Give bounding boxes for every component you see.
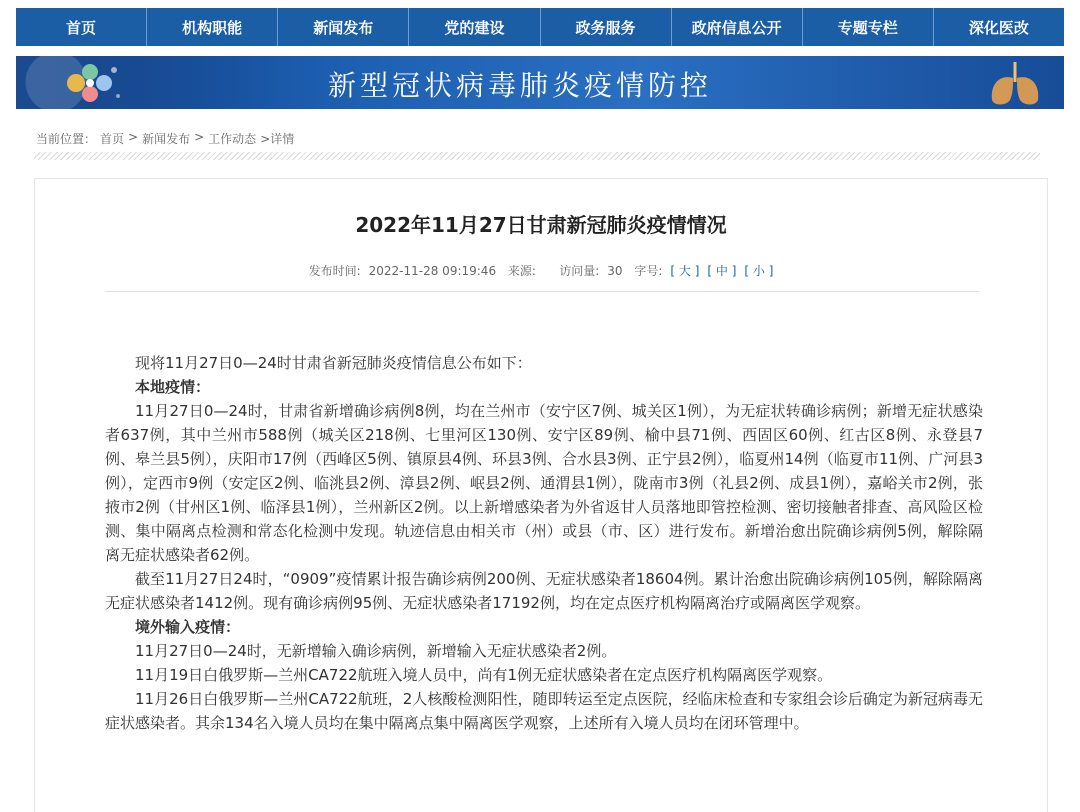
- nav-item-services[interactable]: 政务服务: [541, 8, 672, 46]
- nav-item-party[interactable]: 党的建设: [409, 8, 540, 46]
- publish-label: 发布时间:: [308, 264, 361, 278]
- nav-item-reform[interactable]: 深化医改: [968, 18, 1029, 37]
- font-size-label: 字号:: [634, 264, 663, 278]
- views-label: 访问量:: [559, 264, 600, 278]
- breadcrumb-current: >详情: [260, 132, 295, 146]
- article-paragraph: 11月27日0—24时，无新增输入确诊病例，新增输入无症状感染者2例。: [135, 642, 617, 660]
- article-paragraph: 截至11月27日24时，“0909”疫情累计报告确诊病例200例、无症状感染者18604例。累计治愈出院确诊病例105例，解除隔离无症状感染者1412例。现有确诊病例95例、无症状感染者17192例，均在定点医疗机构隔离治疗或隔离医学观察。: [105, 570, 983, 612]
- breadcrumb-label: 当前位置：: [36, 132, 97, 146]
- virus-icon: [54, 58, 130, 108]
- topic-banner[interactable]: [16, 56, 1064, 109]
- meta-divider: [105, 291, 979, 292]
- breadcrumb-separator: >: [194, 130, 205, 144]
- breadcrumb: [36, 130, 294, 147]
- article-panel: [34, 178, 1048, 812]
- breadcrumb-separator: >: [128, 130, 139, 144]
- font-size-medium-button[interactable]: [ 中 ]: [707, 264, 737, 278]
- breadcrumb-home[interactable]: 首页: [100, 132, 125, 146]
- nav-item-home[interactable]: 首页: [16, 8, 147, 46]
- article-paragraph: 现将11月27日0—24时甘肃省新冠肺炎疫情信息公布如下：: [135, 354, 532, 372]
- article-paragraph: 11月19日白俄罗斯—兰州CA722航班入境人员中，尚有1例无症状感染者在定点医疗机构隔离医学观察。: [135, 666, 833, 684]
- views-count: 30: [607, 264, 623, 278]
- lungs-icon: [980, 56, 1050, 109]
- article-meta: [35, 262, 1047, 279]
- section-heading-imported: 境外输入疫情：: [135, 618, 241, 636]
- nav-item-functions[interactable]: 机构职能: [147, 8, 278, 46]
- source-label: 来源:: [507, 264, 536, 278]
- section-heading-local: 本地疫情：: [135, 378, 211, 396]
- breadcrumb-news[interactable]: 新闻发布: [142, 132, 191, 146]
- font-size-small-button[interactable]: [ 小 ]: [744, 264, 774, 278]
- divider: [34, 152, 1040, 160]
- banner-title: 新型冠状病毒肺炎疫情防控: [328, 69, 713, 102]
- article-paragraph: 11月27日0—24时，甘肃省新增确诊病例8例，均在兰州市（安宁区7例、城关区1例），为无症状转确诊病例；新增无症状感染者637例，其中兰州市588例（城关区218例、七里河区130例、安宁区89例、榆中县71例、西固区60例、红古区8例、永登县7例、皋兰县5例），庆阳市17例（西峰区5例、镇原县4例、环县3例、合水县3例、正宁县2例），临夏州14例（临夏市11例、广河县3例），定西市9例（安定区2例、临洮县2例、漳县2例、岷县2例、通渭县1例），陇南市3例（礼县2例、成县1例），嘉峪关市2例，张掖市2例（甘州区1例、临泽县1例），兰州新区2例。以上新增感染者为外省返甘人员落地即管控检测、密切接触者排查、高风险区检测、集中隔离点检测和常态化检测中发现。轨迹信息由相关市（州）或县（市、区）进行发布。新增治愈出院确诊病例5例，解除隔离无症状感染者62例。: [105, 402, 983, 564]
- nav-item-disclosure[interactable]: 政府信息公开: [672, 8, 803, 46]
- article-body: [105, 351, 983, 735]
- publish-time: 2022-11-28 09:19:46: [368, 264, 497, 278]
- article-title: 2022年11月27日甘肃新冠肺炎疫情情况: [355, 213, 727, 237]
- main-nav: [16, 8, 1064, 46]
- article-paragraph: 11月26日白俄罗斯—兰州CA722航班，2人核酸检测阳性，随即转运至定点医院，经临床检查和专家组会诊后确定为新冠病毒无症状感染者。其余134名入境人员均在集中隔离点集中隔离医学观察，上述所有入境人员均在闭环管理中。: [105, 690, 983, 732]
- breadcrumb-work[interactable]: 工作动态: [208, 132, 257, 146]
- nav-item-news[interactable]: 新闻发布: [278, 8, 409, 46]
- font-size-large-button[interactable]: [ 大 ]: [670, 264, 700, 278]
- nav-item-topics[interactable]: 专题专栏: [803, 8, 934, 46]
